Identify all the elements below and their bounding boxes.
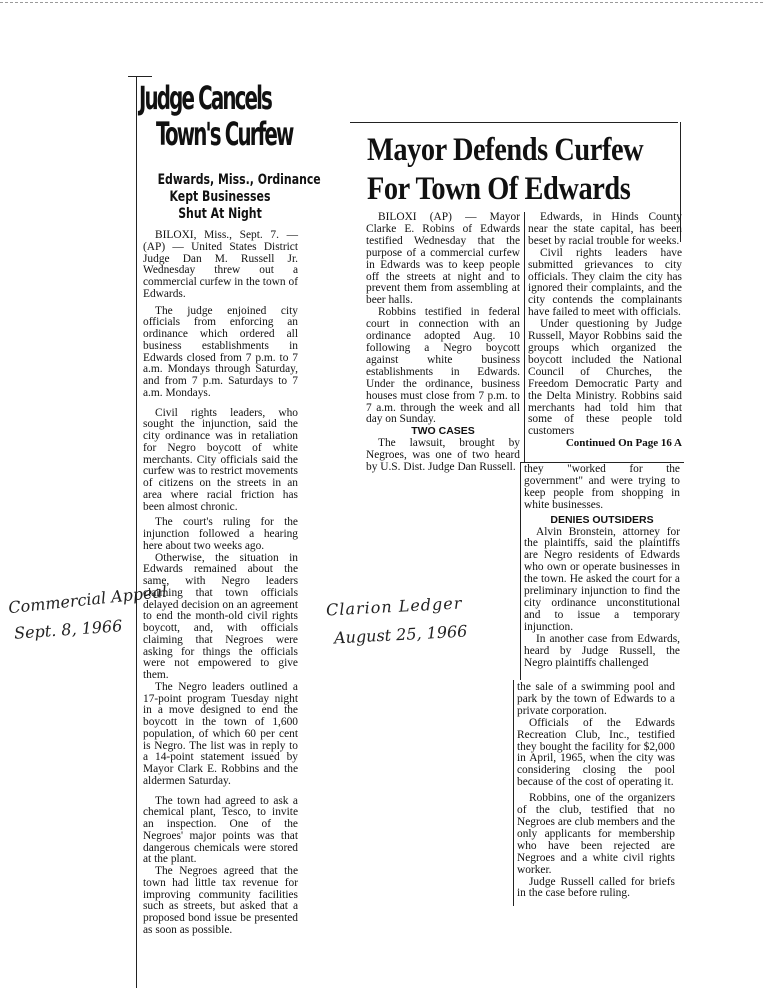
right-jump-section-c [517, 682, 675, 900]
right-paragraph: The lawsuit, brought by Negroes, was one of two heard by U.S. Dist. Judge Dan Russell. [366, 437, 520, 474]
left-deck-line1: Edwards, Miss., Ordinance [157, 172, 321, 188]
left-paragraph: The Negroes agreed that the town had little tax revenue for improving community facilities such as streets, but asked that a proposed bond issue be presented as soon as possible. [143, 865, 298, 936]
left-headline-line2: Town's Curfew [156, 115, 293, 153]
left-paragraph: Otherwise, the situation in Edwards remained about the same, with Negro leaders claiming that town officials delayed decision on an agreement to end the month-old civil rights boycott, and, with officials claiming that Negroes were asking for things the officials were not empowered to give them. [143, 551, 298, 681]
right-jump-section-a [524, 464, 680, 669]
subhead-two-cases: TWO CASES [411, 425, 475, 438]
handwritten-date-left: Sept. 8, 1966 [13, 616, 123, 643]
left-paragraph: Civil rights leaders, who sought the injunction, said the city ordinance was in retaliation for Negro boycott of white merchants. City officials said the curfew was to restrict movements of citizens on the streets in an area where racial friction has been almost chronic. [143, 406, 298, 513]
right-column-2 [528, 212, 682, 450]
clip-corner-mark [128, 76, 152, 77]
left-paragraph: BILOXI, Miss., Sept. 7. — (AP) — United States District Judge Dan M. Russell Jr. Wednesday threw out a commercial curfew in the town of Edwards. [143, 229, 298, 300]
handwritten-source-right: Clarion Ledger [325, 593, 463, 620]
page-top-border [0, 2, 763, 3]
left-headline-line1: Judge Cancels [139, 79, 271, 117]
jump-lower-left-edge [513, 680, 514, 906]
continued-line: Continued On Page 16 A [565, 437, 682, 450]
handwritten-source-left: Commercial Appeal [7, 581, 168, 618]
right-paragraph: Edwards, in Hinds County near the state capital, has been beset by racial trouble for weeks. [528, 211, 682, 247]
left-paragraph: The judge enjoined city officials from enforcing an ordinance which ordered all business establishments in Edwards closed from 7 p.m. to 7 a.m. Mondays through Saturday, and from 7 p.m. Saturdays to 7 a.m. Mondays. [143, 304, 298, 399]
right-paragraph: Officials of the Edwards Recreation Club, Inc., testified they bought the facility for $2,000 in April, 1965, when the city was considering closing the pool because of the cost of operating it. [517, 716, 675, 789]
right-paragraph: Alvin Bronstein, attorney for the plaintiffs, said the plaintiffs are Negro residents of Edwards who own or operate businesses in the town. He asked the court for a preliminary injunction to find the city ordinance unconstitutional and to issue a temporary injunction. [524, 525, 680, 633]
right-paragraph: BILOXI (AP) — Mayor Clarke E. Robins of Edwards testified Wednesday that the purpose of a commercial curfew in Edwards was to keep people off the streets at night and to prevent them from assembling at beer halls. [366, 211, 520, 307]
right-paragraph: the sale of a swimming pool and park by the town of Edwards to a private corporation. [517, 681, 675, 717]
right-paragraph: In another case from Edwards, heard by Judge Russell, the Negro plaintiffs challenged [524, 632, 680, 669]
right-headline-line2: For Town Of Edwards [367, 171, 631, 207]
left-paragraph: The court's ruling for the injunction followed a hearing here about two weeks ago. [143, 516, 298, 552]
handwritten-date-right: August 25, 1966 [333, 621, 468, 648]
left-paragraph: The town had agreed to ask a chemical plant, Tesco, to invite an inspection. One of the Negroes' major points was that dangerous chemicals were stored at the plant. [143, 794, 298, 866]
column-divider [524, 212, 525, 462]
subhead-denies-outsiders: DENIES OUTSIDERS [550, 513, 654, 526]
left-deck-line2: Kept Businesses [169, 189, 271, 205]
left-article-body [143, 230, 298, 937]
right-headline-line1: Mayor Defends Curfew [367, 132, 644, 168]
right-column-1 [366, 212, 520, 474]
right-paragraph: Judge Russell called for briefs in the case before ruling. [517, 875, 675, 900]
right-clipping-top-edge [350, 122, 678, 123]
left-clipping-edge [136, 76, 137, 988]
right-paragraph: Civil rights leaders have submitted grievances to city officials. They claim the city has ignored their complaints, and the city contends the complainants have failed to meet with officials. [528, 246, 682, 319]
right-paragraph: Robbins, one of the organizers of the club, testified that no Negroes are club members and the only applicants for membership who have been rejected are Negroes and a white civil rights worker. [517, 792, 675, 876]
left-deck-line3: Shut At Night [178, 206, 262, 222]
right-paragraph: Under questioning by Judge Russell, Mayor Robbins said the groups which organized the boycott included the National Council of Churches, the Freedom Democratic Party and the Delta Ministry. Robbins said merchants had told him that some of these people told customers [528, 318, 682, 438]
left-paragraph: The Negro leaders outlined a 17-point program Tuesday night in a move designed to end the boycott in the town of 1,600 population, of which 60 per cent is Negro. The list was in reply to a 14-point statement issued by Mayor Clark E. Robbins and the aldermen Saturday. [143, 680, 298, 787]
right-paragraph: Robbins testified in federal court in connection with an ordinance adopted Aug. 10 following a Negro boycott against white business establishments in Edwards. Under the ordinance, business houses must close from 7 p.m. to 7 a.m. through the week and all day on Sunday. [366, 306, 520, 426]
right-paragraph: they "worked for the government" and were trying to keep people from shopping in white businesses. [524, 463, 680, 511]
jump-left-edge [520, 462, 521, 680]
